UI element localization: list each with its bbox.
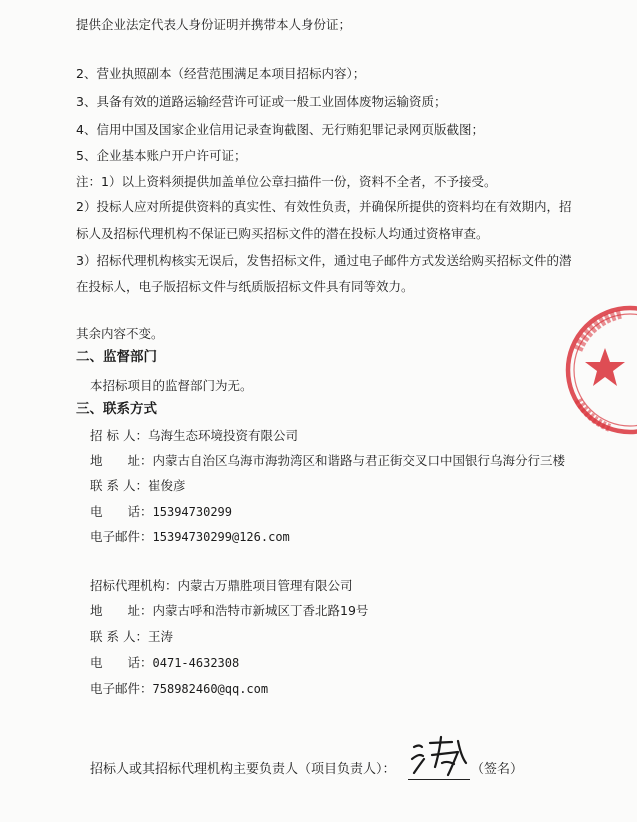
tenderer-phone: 15394730299 bbox=[152, 505, 232, 519]
agency-address-row bbox=[90, 603, 368, 619]
agency-email-row bbox=[90, 681, 268, 697]
note-line: 在投标人，电子版招标文件与纸质版招标文件具有同等效力。 bbox=[76, 279, 414, 294]
tenderer-contact-person: 崔俊彦 bbox=[147, 478, 186, 493]
agency-name-row bbox=[90, 578, 353, 594]
requirement-item: 4、信用中国及国家企业信用记录查询截图、无行贿犯罪记录网页版截图； bbox=[76, 122, 484, 137]
agency-phone: 0471-4632308 bbox=[152, 656, 240, 670]
tenderer-address-row bbox=[90, 453, 565, 469]
handwritten-signature bbox=[408, 733, 470, 781]
agency-phone-row bbox=[90, 655, 239, 671]
note-line: 3）招标代理机构核实无误后，发售招标文件，通过电子邮件方式发送给购买招标文件的潜 bbox=[76, 253, 572, 268]
star-icon bbox=[585, 348, 625, 386]
supervision-heading: 二、监督部门 bbox=[76, 349, 157, 365]
requirement-item: 2、营业执照副本（经营范围满足本项目招标内容）； bbox=[76, 66, 366, 81]
company-seal-stamp bbox=[560, 300, 637, 440]
field-label: 地 址： bbox=[90, 453, 153, 468]
tenderer-name-row bbox=[90, 428, 298, 444]
tenderer-email: 15394730299@126.com bbox=[152, 530, 290, 544]
note-line: 2）投标人应对所提供资料的真实性、有效性负责，并确保所提供的资料均在有效期内，招 bbox=[76, 199, 572, 214]
tenderer-address: 内蒙古自治区乌海市海勃湾区和谐路与君正街交叉口中国银行乌海分行三楼 bbox=[152, 453, 566, 468]
requirement-item: 3、具备有效的道路运输经营许可证或一般工业固体废物运输资质； bbox=[76, 94, 447, 109]
agency-email: 758982460@qq.com bbox=[152, 682, 269, 696]
tenderer-email-row bbox=[90, 529, 290, 545]
note-line: 标人及招标代理机构不保证已购买招标文件的潜在投标人均通过资格审查。 bbox=[76, 226, 489, 241]
agency-contact-person: 王涛 bbox=[147, 629, 173, 644]
field-label: 电子邮件： bbox=[90, 681, 153, 696]
agency-address: 内蒙古呼和浩特市新城区丁香北路19号 bbox=[152, 603, 369, 618]
signature-suffix: （签名） bbox=[471, 762, 524, 777]
other-unchanged-note: 其余内容不变。 bbox=[76, 326, 164, 341]
field-label: 招标代理机构： bbox=[90, 578, 178, 593]
requirement-item: 5、企业基本账户开户许可证； bbox=[76, 148, 247, 163]
supervision-text: 本招标项目的监督部门为无。 bbox=[90, 378, 253, 393]
field-label: 电 话： bbox=[90, 655, 153, 670]
agency-name: 内蒙古万鼎胜项目管理有限公司 bbox=[177, 578, 353, 593]
signature-label: 招标人或其招标代理机构主要负责人（项目负责人）： bbox=[90, 762, 396, 777]
field-label: 招 标 人： bbox=[90, 428, 148, 443]
agency-contact-row bbox=[90, 629, 173, 645]
contact-heading: 三、联系方式 bbox=[76, 401, 157, 417]
field-label: 电 话： bbox=[90, 504, 153, 519]
field-label: 联 系 人： bbox=[90, 629, 148, 644]
field-label: 电子邮件： bbox=[90, 529, 153, 544]
note-line: 注：1）以上资料须提供加盖单位公章扫描件一份，资料不全者，不予接受。 bbox=[76, 174, 497, 189]
tenderer-contact-row bbox=[90, 478, 185, 494]
field-label: 地 址： bbox=[90, 603, 153, 618]
tenderer-name: 乌海生态环境投资有限公司 bbox=[147, 428, 298, 443]
tenderer-phone-row bbox=[90, 504, 232, 520]
field-label: 联 系 人： bbox=[90, 478, 148, 493]
requirement-item: 提供企业法定代表人身份证明并携带本人身份证； bbox=[76, 17, 352, 32]
